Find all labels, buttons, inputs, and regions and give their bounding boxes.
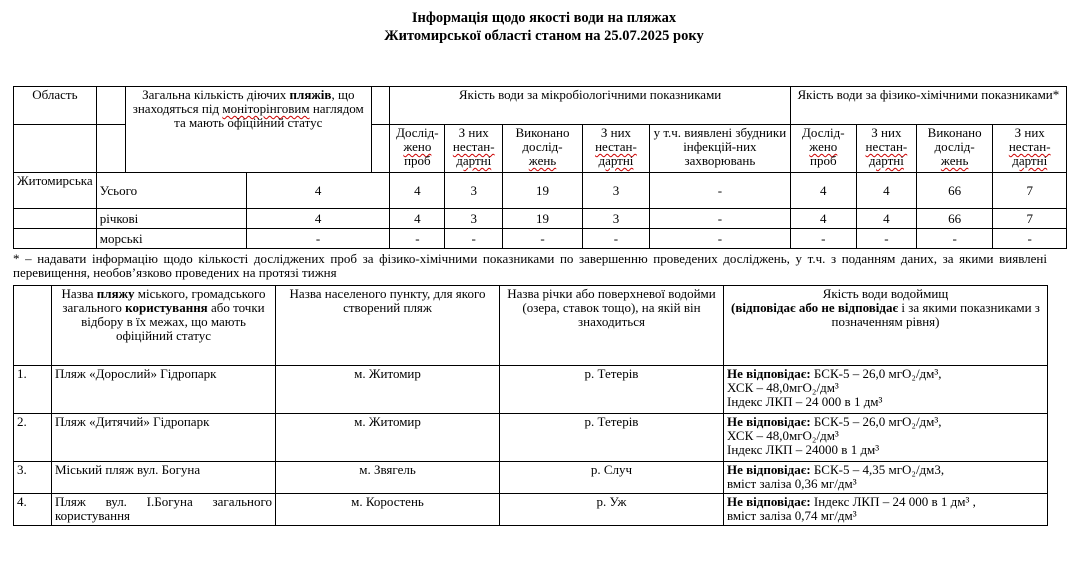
footnote: * – надавати інформацію щодо кількості досліджених проб за фізико-хімічними показниками по завершенню проведених досліджень, у т.ч. з поданням даних, за якими виявлені перевищення, необов’язково проведених на протязі тижня bbox=[13, 251, 1047, 280]
micro-sub-1: Дослід- жено проб bbox=[390, 125, 445, 173]
col-beach-name-header: Назва пляжу міського, громадського загального користування або точки відбору в їх межах, що мають офіційний статус bbox=[52, 286, 276, 366]
col-region-header: Область bbox=[14, 87, 97, 125]
phys-sub-3: Виконано дослід- жень bbox=[916, 125, 993, 173]
phys-sub-1: Дослід- жено проб bbox=[790, 125, 856, 173]
table-row: морські - - - - - - - - - - bbox=[14, 229, 1067, 249]
col-phys-header: Якість води за фізико-хімічними показниками* bbox=[790, 87, 1066, 125]
micro-sub-5: у т.ч. виявлені збудники інфекцій-них захворювань bbox=[650, 125, 791, 173]
col-river-header: Назва річки або поверхневої водойми (озера, ставок тощо), на якій він знаходиться bbox=[500, 286, 724, 366]
table-row: 2. Пляж «Дитячий» Гідропарк м. Житомир р. Тетерів Не відповідає: БСК-5 – 26,0 мгО₂/дм³, ХСК – 48,0мгО₂/дм³ Індекс ЛКП – 24000 в 1 дм³ bbox=[14, 414, 1048, 462]
summary-table bbox=[13, 86, 1067, 249]
col-city-header: Назва населеного пункту, для якого створений пляж bbox=[276, 286, 500, 366]
phys-sub-2: З них нестан- дартні bbox=[856, 125, 916, 173]
beach-table bbox=[13, 285, 1048, 526]
report-title-line2: Житомирської області станом на 25.07.2025 року bbox=[384, 28, 704, 44]
table-row: 3. Міський пляж вул. Богуна м. Звягель р. Случ Не відповідає: БСК-5 – 4,35 мгО₂/дм3, вміст заліза 0,36 мг/дм³ bbox=[14, 462, 1048, 494]
report-title-line1: Інформація щодо якості води на пляжах bbox=[411, 10, 677, 26]
region-name: Житомирська bbox=[14, 173, 97, 209]
table-row: Житомирська Усього 4 4 3 19 3 - 4 4 66 7 bbox=[14, 173, 1067, 209]
micro-sub-4: З них нестан- дартні bbox=[582, 125, 649, 173]
table-row: 1. Пляж «Дорослий» Гідропарк м. Житомир р. Тетерів Не відповідає: БСК-5 – 26,0 мгО₂/дм³, ХСК – 48,0мгО₂/дм³ Індекс ЛКП – 24 000 в 1 дм³ bbox=[14, 366, 1048, 414]
col-total-header: Загальна кількість діючих пляжів, що знаходяться під моніторінговим наглядом та мають офіційний статус bbox=[125, 87, 371, 173]
micro-sub-3: Виконано дослід- жень bbox=[503, 125, 583, 173]
col-quality-header: Якість води водоймищ (відповідає або не відповідає і за якими показниками з позначенням рівня) bbox=[724, 286, 1048, 366]
table-row: річкові 4 4 3 19 3 - 4 4 66 7 bbox=[14, 209, 1067, 229]
phys-sub-4: З них нестан- дартні bbox=[993, 125, 1067, 173]
micro-sub-2: З них нестан- дартні bbox=[445, 125, 503, 173]
col-micro-header: Якість води за мікробіологічними показниками bbox=[390, 87, 790, 125]
table-row: 4. Пляж вул. І.Богуна загального користування м. Коростень р. Уж Не відповідає: Індекс ЛКП – 24 000 в 1 дм³ , вміст заліза 0,74 мг/дм³ bbox=[14, 494, 1048, 526]
